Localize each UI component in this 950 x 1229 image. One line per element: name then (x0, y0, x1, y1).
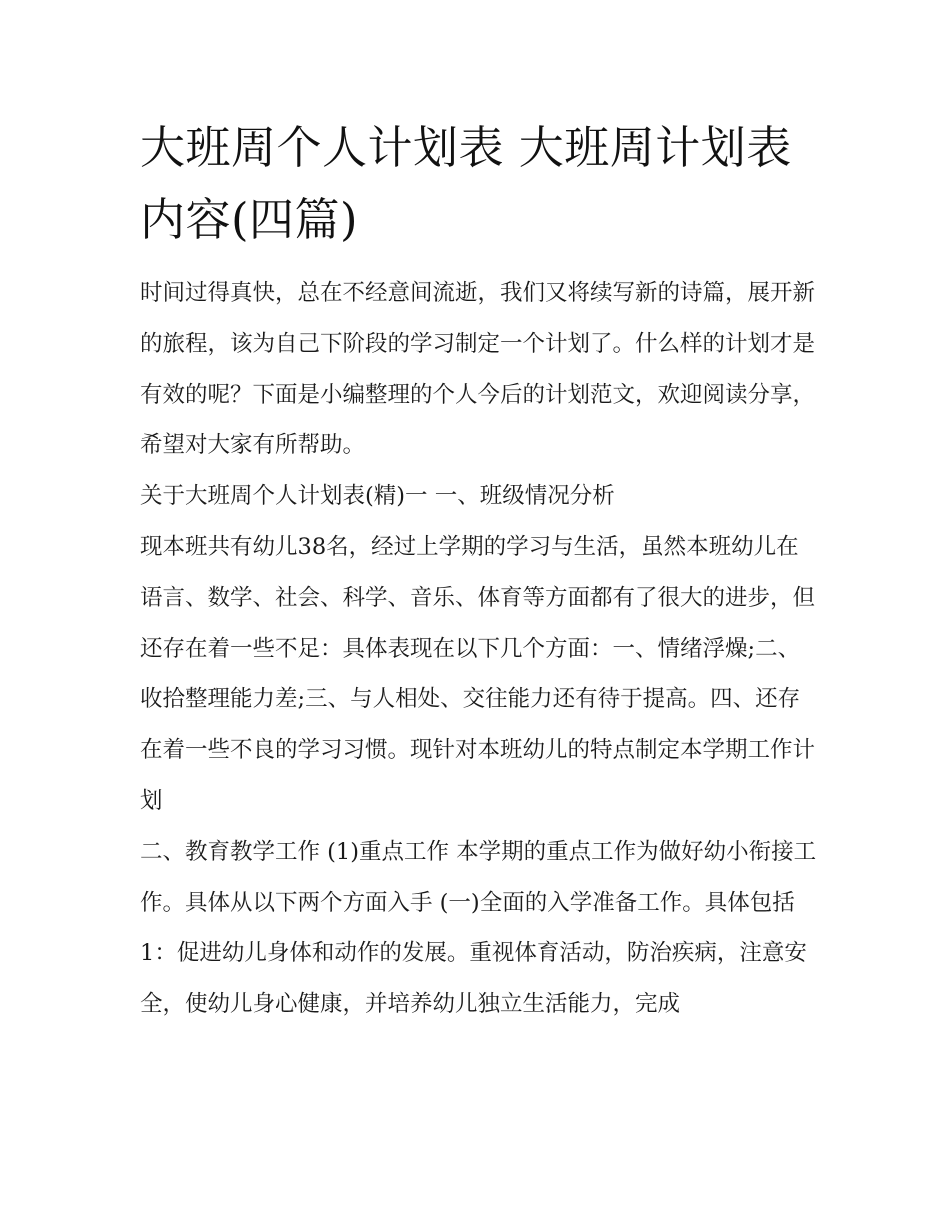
item-1-paragraph: 1：促进幼儿身体和动作的发展。重视体育活动，防治疾病，注意安全，使幼儿身心健康，并培养幼儿独立生活能力，完成 (140, 940, 807, 1018)
teaching-work-paragraph: 二、教育教学工作 (1)重点工作 本学期的重点工作为做好幼小衔接工作。具体从以下两个方面入手 (一)全面的入学准备工作。具体包括 (140, 838, 817, 916)
document-title: 大班周个人计划表 大班周计划表内容(四篇) (140, 121, 792, 246)
section-heading: 关于大班周个人计划表(精)一 一、班级情况分析 (140, 483, 615, 510)
document-body (140, 112, 820, 1030)
intro-paragraph: 时间过得真快，总在不经意间流逝，我们又将续写新的诗篇，展开新的旅程，该为自己下阶段的学习制定一个计划了。什么样的计划才是有效的呢？下面是小编整理的个人今后的计划范文，欢迎阅读分享，希望对大家有所帮助。 (140, 280, 816, 459)
class-analysis-paragraph: 现本班共有幼儿38名，经过上学期的学习与生活，虽然本班幼儿在语言、数学、社会、科学、音乐、体育等方面都有了很大的进步，但还存在着一些不足：具体表现在以下几个方面：一、情绪浮燥;二、收拾整理能力差;三、与人相处、交往能力还有待于提高。四、还存在着一些不良的学习习惯。现针对本班幼儿的特点制定本学期工作计划 (140, 533, 816, 814)
